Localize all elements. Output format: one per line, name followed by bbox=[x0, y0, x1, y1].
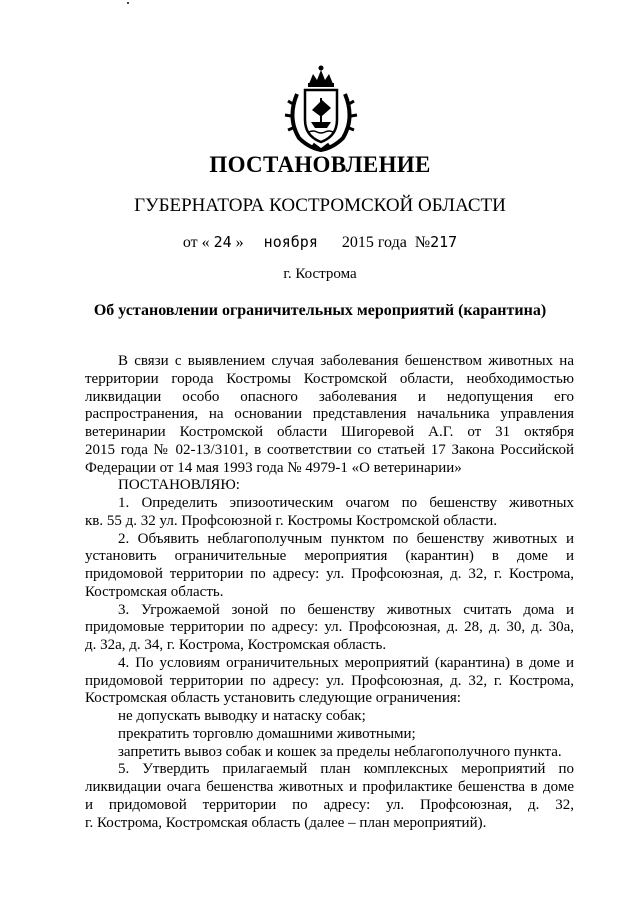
number-sign: № bbox=[414, 234, 431, 251]
date-day: 24 bbox=[213, 233, 232, 251]
issue-city: г. Кострома bbox=[283, 266, 357, 282]
date-number-line bbox=[0, 233, 640, 252]
text-line: 2015 года № 02-13/3101, в соответствии со статьей 17 Закона Российской bbox=[85, 441, 574, 458]
text-line: Костромская область. bbox=[85, 583, 224, 600]
text-line: 2. Объявить неблагополучным пунктом по бешенству животных и bbox=[118, 530, 574, 547]
text-line: придомовой территории по адресу: ул. Профсоюзная, д. 32, г. Кострома, bbox=[85, 566, 574, 582]
text-line: ликвидации очага бешенства животных и профилактике бешенства в доме bbox=[85, 779, 574, 795]
issuing-authority: ГУБЕРНАТОРА КОСТРОМСКОЙ ОБЛАСТИ bbox=[134, 195, 506, 216]
text-line: 1. Определить эпизоотическим очагом по бешенству животных bbox=[118, 495, 574, 511]
text-line: территории города Костромы Костромской области, необходимостью bbox=[85, 370, 574, 387]
scan-speck bbox=[127, 2, 129, 4]
text-line: распространения, на основании представления начальника управления bbox=[85, 406, 574, 423]
decree-word: ПОСТАНОВЛЯЮ: bbox=[118, 477, 240, 494]
document-body bbox=[85, 353, 574, 832]
date-day-close: » bbox=[235, 234, 244, 251]
document-number: 217 bbox=[430, 233, 458, 251]
document-title: ПОСТАНОВЛЕНИЕ bbox=[209, 152, 431, 177]
text-line: 4. По условиям ограничительных мероприятий (карантина) в доме и bbox=[118, 654, 574, 671]
text-line: Костромская область установить следующие ограничения: bbox=[85, 690, 461, 707]
text-line: ветеринарии Костромской области Шигоревой А.Г. от 31 октября bbox=[85, 424, 574, 440]
text-line: ликвидации особо опасного заболевания и недопущения его bbox=[85, 388, 574, 405]
text-line: д. 32а, д. 34, г. Кострома, Костромская область. bbox=[85, 637, 387, 653]
text-line: Федерации от 14 мая 1993 года № 4979-1 «О ветеринарии» bbox=[85, 459, 462, 476]
text-line: и придомовой территории по адресу: ул. Профсоюзная, д. 32, bbox=[85, 796, 574, 813]
text-line: придомовой территории по адресу: ул. Профсоюзная, д. 32, г. Кострома, bbox=[85, 672, 574, 689]
text-line: придомовые территории по адресу: ул. Профсоюзная, д. 28, д. 30, д. 30а, bbox=[85, 619, 574, 636]
list-item: запретить вывоз собак и кошек за пределы неблагополучного пункта. bbox=[118, 743, 562, 760]
text-line: 5. Утвердить прилагаемый план комплексных мероприятий по bbox=[118, 761, 574, 778]
document-subject: Об установлении ограничительных мероприятий (карантина) bbox=[93, 302, 547, 319]
text-line: В связи с выявлением случая заболевания бешенством животных на bbox=[118, 353, 574, 369]
text-line: г. Кострома, Костромская область (далее – план мероприятий). bbox=[85, 814, 487, 831]
text-line: установить ограничительные мероприятия (карантин) в доме и bbox=[85, 548, 574, 565]
text-line: кв. 55 д. 32 ул. Профсоюзной г. Костромы Костромской области. bbox=[85, 512, 498, 529]
date-prefix: от « bbox=[182, 234, 210, 251]
date-month: ноября bbox=[263, 233, 318, 251]
list-item: не допускать выводку и натаску собак; bbox=[118, 708, 366, 724]
date-year: 2015 года bbox=[341, 234, 407, 251]
coat-of-arms-icon bbox=[283, 64, 359, 152]
text-line: 3. Угрожаемой зоной по бешенству животных считать дома и bbox=[118, 601, 574, 618]
list-item: прекратить торговлю домашними животными; bbox=[118, 725, 416, 742]
